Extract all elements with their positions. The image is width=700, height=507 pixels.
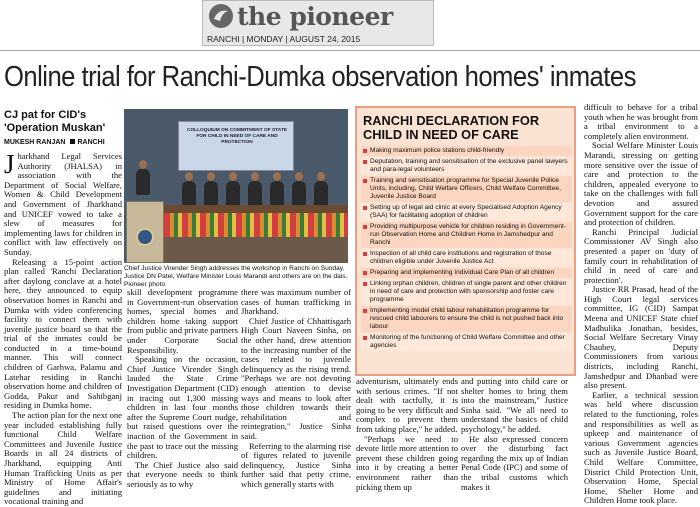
caption-credit: Pioneer photo [124,281,166,288]
byline-name: MUKESH RANJAN [4,139,66,146]
square-bullet-icon [70,139,75,144]
paragraph: there was maximum number of cases of human trafficking in Jharkhand. [241,287,351,317]
list-item-text: Training and sensitisation programme for Special Juvenile Police Units, including, Child Welfare Officers, Child Welfare Committee, Juvenile Justice Board [370,177,561,200]
paragraph: The Chief Justice also said that everyone needs to think seriously as to why [127,459,238,489]
kicker: CJ pat for CID's 'Operation Muskan' [4,109,106,134]
pioneer-logo-icon [208,3,234,29]
headline: Online trial for Ranchi-Dumka observation homes' inmates [4,61,636,93]
person-figure [226,181,240,207]
list-item-text: Monitoring of the functioning of Child Welfare Committee and other agencies [370,334,565,349]
person-figure [204,181,218,207]
paragraph: Earlier, a technical session was held where discussion related to the functioning, roles and responsibilities as well as upkeep and maintenance of various Government agencies such as Juvenile Justice Board, Child Welfare Committee, District Child Protection Unit, Observation Home, Special Home, Shelter Home and Children Home took place. [584,389,698,506]
list-item-text: Implementing model child labour rehabilitation programme for rescued child labourers to ensure the child is not pushed back into labour [370,307,564,330]
list-item-text: Setting up of legal aid clinic at every Specialised Adoption Agency (SAA) for facilitating adoption of children [370,204,562,219]
banner-text: COLLOQUIUM ON COMMITMENT OF STATE FOR CHILD IN NEED OF CARE AND PROTECTION [186,128,287,145]
paragraph: Social Welfare Minister Louis Marandi, stressing on getting more sensitive over the issue of care and protection to the children, appealed everyone to take on the challenges with full devotion and assured Government support for the care and protection of children. [584,140,698,228]
person-figure [182,181,196,207]
bullet-icon [363,160,367,164]
paragraph: Justice RR Prasad, head of the High Court legal services committee, IG (CID) Sampat Meena and UNICEF State chief Madhulika Jonathan, besides, Social Welfare Secretary Vinay Chaubey, Deputy Commissioners from various districts, including Ranchi, Jamshedpur and Dhanbad were also present. [584,284,698,391]
bullet-icon [363,309,367,313]
list-item [361,146,572,156]
declaration-title-line: RANCHI DECLARATION FOR [363,113,540,128]
paragraph: Speaking on the occasion, Chief Justice Virender Singh lauded the State Crime Investigation Department (CID) in tracing out 1,300 missing children in last four months after the Supreme Court nudge, but raised questions over the inaction of the Government in the past to trace out the missing children. [127,354,238,461]
list-item-text: Linking orphan children, children of single parent and other children in need of care and protection with sponsorship and foster care programme [370,280,567,303]
article-column-2 [127,288,238,488]
paragraph: He also expressed concern over the disturbing fact regarding the mix up of Indian Penal Code (IPC) and some of the tribal customs which makes it [461,433,568,492]
bullet-icon [363,149,367,153]
masthead-title: the pioneer [237,2,393,31]
declaration-title-line: CHILD IN NEED OF CARE [363,127,519,142]
bullet-icon [363,179,367,183]
bullet-icon [363,271,367,275]
paragraph: Chief Justice of Chhattisgarh High Court Naveen Sinha, on the other hand, drew attention to the increasing number of the cases related to juvenile delinquency as the rising trend. "Perhaps we are not devoting enough attention to devise ways and means to look after those children towards their rehabilitation and reintegration," Justice Sinha said. [241,315,351,441]
list-item-text: Preparing and implementing Individual Care Plan of all children [370,269,554,276]
dais-table [164,205,348,213]
article-column-5 [461,376,568,492]
masthead [202,0,434,46]
seal-icon [136,228,154,246]
speaker-figure [136,169,150,195]
news-clipping [0,50,700,507]
article-column-3 [241,288,351,488]
paragraph: Releasing a 15-point action plan called 'Ranchi Declaration after daylong conclave at a hotel here, they announced to equip observation homes in Ranchi and Dumka with video conferencing facility to connect them with juvenile justice board so that the trial of the inmates could be conducted in a time-bound manner. This will connect children of Garhwa, Palamu and Latehar residing in Ranchi observation home and children of Godda, Pakur and Sahibganj residing in Dumka home. [4,256,122,411]
photo-caption [124,265,350,289]
list-item [361,176,572,202]
paragraph: and putting into child care or shelter homes to bring them into the mainstream," Justice Sinha said. "We all need to understand the basics of child psychology," he added. [461,376,568,434]
podium [126,201,164,263]
declaration-title [363,114,539,142]
article-column-1 [4,149,122,507]
list-item-text: Deputation, training and sensitisation of the exclusive panel lawyers and para-legal volunteers [370,158,568,173]
bullet-icon [363,206,367,210]
paragraph: skill development programme in Government-run observation homes, special homes and children home taking support from public and private partners under Corporate Social Responsibility. [127,287,238,355]
paragraph: difficult to behave for a tribal youth when he was brought from a tribal environment to a completely alien environment. [584,102,698,141]
list-item [361,203,572,221]
bullet-icon [363,336,367,340]
masthead-dateline: RANCHI | MONDAY | AUGUST 24, 2015 [207,34,361,44]
declaration-box [355,106,576,376]
list-item-text: Inspection of all child care institutions and registration of those children eligible under Juvenile Justice Act [370,250,552,265]
paragraph: The action plan for the next one year included establishing fully functional Child Welfare Committees and Juvenile Justice Boards in all 24 districts of Jharkhand, equipping Anti Human Trafficking Units as per Ministry of Home Affair's guidelines and initiating vocational training and [4,410,122,507]
byline-place: RANCHI [77,139,105,146]
person-figure [270,181,284,207]
stage-banner [178,121,294,171]
paragraph: Referring to the alarming rise of figures related to juvenile delinquency, Justice Sinha further said that petty crime, which generally starts with [241,440,351,489]
flower-decoration [164,213,348,237]
dropcap: J [4,149,15,179]
list-item-text: Providing multipurpose vehicle for children residing in Government-run Observation Home and Children Home in Jamshedpur and Ranchi [370,223,567,246]
person-figure [314,181,328,207]
paragraph: harkhand Legal Services Authority (JHALSA) in association with the Department of Social Welfare, Women & Child Development and Government of Jharkhand and UNICEF vowed to take a slew of measures for implementing laws for children in conflict with law effectively on Sunday. [4,151,122,257]
list-item [361,306,572,332]
floor [164,237,348,263]
list-item [361,268,572,278]
list-item [361,279,572,305]
list-item [361,249,572,267]
list-item [361,333,572,351]
bullet-icon [363,225,367,229]
article-column-6 [584,102,698,506]
event-photo [124,109,348,263]
bullet-icon [363,282,367,286]
list-item [361,157,572,175]
paragraph: adventurism, ultimately ends with serious crimes. "If not dealt with tactfully, it is going to be very difficult and complex to prevent them from taking place," he added. [356,376,458,434]
list-item [361,222,572,248]
list-item-text: Making maximum police stations child-friendly [370,147,505,154]
person-figure [292,181,306,207]
paragraph: Ranchi Principal Judicial Commissioner AV Singh also presented a paper on 'duty of family court in rehabilitation of child in need of care and protection'. [584,226,698,285]
declaration-list [361,146,572,352]
byline [4,139,124,146]
person-figure [248,181,262,207]
caption-text: Chief Justice Virender Singh addresses the workshop in Ranchi on Sunday. Justice DN Patel, Welfare Minister Louis Marandi and others are on the dais. [124,265,348,280]
bullet-icon [363,252,367,256]
paragraph: "Perhaps we need to devote little more attention to prevent these children going into it by creating a better environment rather than picking them up [356,433,458,492]
article-column-4 [356,376,458,492]
